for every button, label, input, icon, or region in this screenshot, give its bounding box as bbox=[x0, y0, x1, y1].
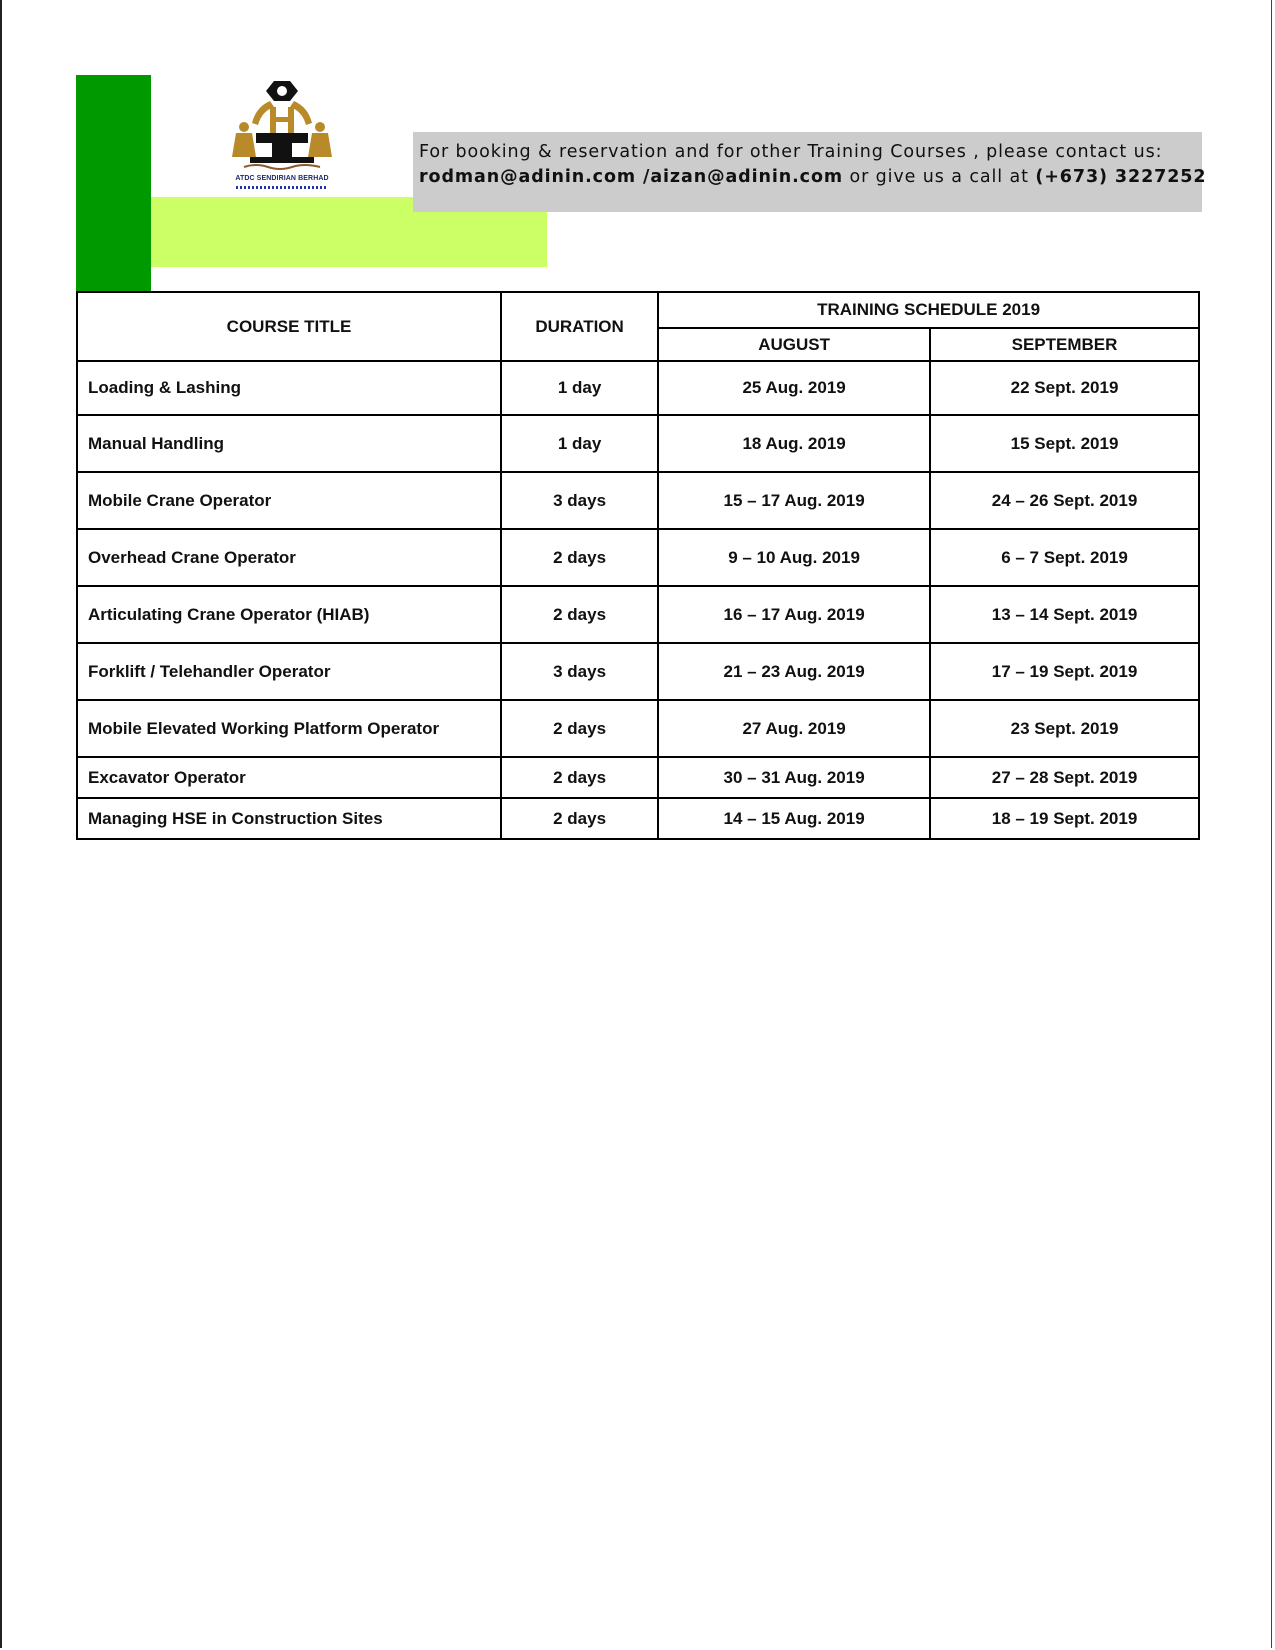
september-date-cell: 24 – 26 Sept. 2019 bbox=[930, 472, 1199, 529]
table-row bbox=[77, 529, 1199, 586]
contact-line-2 bbox=[419, 165, 1207, 190]
contact-email-1[interactable]: rodman@adinin.com bbox=[419, 167, 637, 187]
duration-cell: 2 days bbox=[501, 700, 658, 757]
september-date-cell: 13 – 14 Sept. 2019 bbox=[930, 586, 1199, 643]
course-title-cell: Mobile Crane Operator bbox=[77, 472, 501, 529]
table-row bbox=[77, 757, 1199, 798]
contact-box bbox=[413, 132, 1207, 212]
table-row bbox=[77, 472, 1199, 529]
course-title-cell: Overhead Crane Operator bbox=[77, 529, 501, 586]
duration-cell: 3 days bbox=[501, 643, 658, 700]
header-month-september: SEPTEMBER bbox=[930, 328, 1199, 361]
table-row bbox=[77, 643, 1199, 700]
august-date-cell: 18 Aug. 2019 bbox=[658, 415, 930, 472]
duration-cell: 2 days bbox=[501, 529, 658, 586]
header-course-title: COURSE TITLE bbox=[77, 292, 501, 361]
course-title-cell: Excavator Operator bbox=[77, 757, 501, 798]
table-row bbox=[77, 700, 1199, 757]
contact-phone[interactable]: (+673) 3227252 bbox=[1035, 167, 1207, 187]
header-duration: DURATION bbox=[501, 292, 658, 361]
course-title-cell: Articulating Crane Operator (HIAB) bbox=[77, 586, 501, 643]
september-date-cell: 22 Sept. 2019 bbox=[930, 361, 1199, 415]
atdc-emblem-icon bbox=[226, 77, 338, 173]
table-row bbox=[77, 586, 1199, 643]
table-row bbox=[77, 415, 1199, 472]
august-date-cell: 9 – 10 Aug. 2019 bbox=[658, 529, 930, 586]
table-header-row bbox=[77, 292, 1199, 328]
course-title-cell: Manual Handling bbox=[77, 415, 501, 472]
header-training-schedule: TRAINING SCHEDULE 2019 bbox=[658, 292, 1199, 328]
course-title-cell: Mobile Elevated Working Platform Operator bbox=[77, 700, 501, 757]
green-accent-bar bbox=[76, 75, 151, 291]
contact-email-2[interactable]: aizan@adinin.com bbox=[650, 167, 844, 187]
table-row bbox=[77, 798, 1199, 839]
september-date-cell: 18 – 19 Sept. 2019 bbox=[930, 798, 1199, 839]
training-schedule-table bbox=[76, 291, 1200, 840]
course-title-cell: Managing HSE in Construction Sites bbox=[77, 798, 501, 839]
august-date-cell: 16 – 17 Aug. 2019 bbox=[658, 586, 930, 643]
september-date-cell: 17 – 19 Sept. 2019 bbox=[930, 643, 1199, 700]
duration-cell: 1 day bbox=[501, 415, 658, 472]
august-date-cell: 30 – 31 Aug. 2019 bbox=[658, 757, 930, 798]
contact-call-text: or give us a call at bbox=[843, 167, 1036, 187]
table-row bbox=[77, 361, 1199, 415]
duration-cell: 2 days bbox=[501, 798, 658, 839]
company-logo bbox=[226, 77, 338, 193]
header-month-august: AUGUST bbox=[658, 328, 930, 361]
logo-company-name: ATDC SENDIRIAN BERHAD bbox=[235, 175, 329, 182]
august-date-cell: 27 Aug. 2019 bbox=[658, 700, 930, 757]
course-title-cell: Loading & Lashing bbox=[77, 361, 501, 415]
duration-cell: 2 days bbox=[501, 757, 658, 798]
september-date-cell: 23 Sept. 2019 bbox=[930, 700, 1199, 757]
course-title-cell: Forklift / Telehandler Operator bbox=[77, 643, 501, 700]
september-date-cell: 27 – 28 Sept. 2019 bbox=[930, 757, 1199, 798]
august-date-cell: 21 – 23 Aug. 2019 bbox=[658, 643, 930, 700]
september-date-cell: 6 – 7 Sept. 2019 bbox=[930, 529, 1199, 586]
september-date-cell: 15 Sept. 2019 bbox=[930, 415, 1199, 472]
duration-cell: 2 days bbox=[501, 586, 658, 643]
duration-cell: 3 days bbox=[501, 472, 658, 529]
contact-email-separator: / bbox=[636, 167, 651, 187]
duration-cell: 1 day bbox=[501, 361, 658, 415]
august-date-cell: 15 – 17 Aug. 2019 bbox=[658, 472, 930, 529]
logo-dotted-line bbox=[236, 186, 328, 189]
august-date-cell: 25 Aug. 2019 bbox=[658, 361, 930, 415]
contact-line-1: For booking & reservation and for other Training Courses , please contact us: bbox=[419, 142, 1163, 162]
august-date-cell: 14 – 15 Aug. 2019 bbox=[658, 798, 930, 839]
